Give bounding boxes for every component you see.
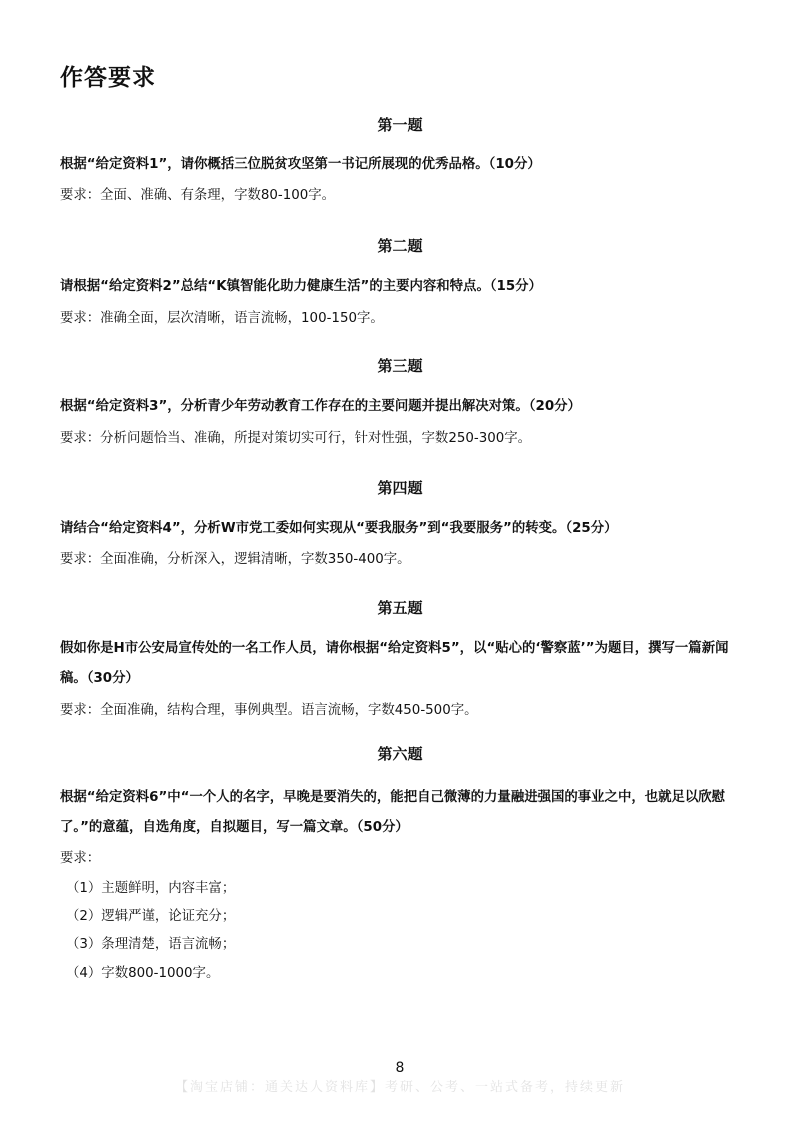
question-5-text: 假如你是H市公安局宣传处的一名工作人员，请你根据“给定资料5”，以“贴心的‘警察蓝’”为题目，撰写一篇新闻稿。（30分） [60,641,729,686]
question-1-heading: 第一题 [377,116,423,134]
question-2-heading: 第二题 [377,237,423,255]
question-3-text: 根据“给定资料3”，分析青少年劳动教育工作存在的主要问题并提出解决对策。（20分） [60,399,581,414]
question-6-sub-requirement-3: （3）条理清楚，语言流畅； [66,937,236,952]
question-2-requirement: 要求：准确全面，层次清晰，语言流畅，100-150字。 [60,311,384,326]
question-1-requirement: 要求：全面、准确、有条理，字数80-100字。 [60,188,336,203]
question-6-sub-requirement-1: （1）主题鲜明，内容丰富； [66,881,236,896]
question-6-text: 根据“给定资料6”中“一个人的名字，早晚是要消失的，能把自己微薄的力量融进强国的事业之中，也就足以欣慰了。”的意蕴，自选角度，自拟题目，写一篇文章。（50分） [60,790,726,835]
question-3-requirement: 要求：分析问题恰当、准确，所提对策切实可行，针对性强，字数250-300字。 [60,431,532,446]
question-3-heading: 第三题 [377,357,423,375]
question-6-sub-requirement-2: （2）逻辑严谨，论证充分； [66,909,236,924]
question-4-heading: 第四题 [377,479,423,497]
question-5-heading: 第五题 [377,599,423,617]
question-4-requirement: 要求：全面准确，分析深入，逻辑清晰，字数350-400字。 [60,552,411,567]
question-6-requirement: 要求： [60,851,101,866]
page-number: 8 [395,1060,405,1076]
page-title: 作答要求 [60,65,156,91]
question-2-text: 请根据“给定资料2”总结“K镇智能化助力健康生活”的主要内容和特点。（15分） [60,279,542,294]
question-6-sub-requirement-4: （4）字数800-1000字。 [66,966,220,981]
question-6-heading: 第六题 [377,745,423,763]
question-4-text: 请结合“给定资料4”，分析W市党工委如何实现从“要我服务”到“我要服务”的转变。（25分） [60,521,618,536]
watermark-text: 【淘宝店铺：通关达人资料库】考研、公考、一站式备考，持续更新 [174,1080,625,1095]
question-5-requirement: 要求：全面准确，结构合理，事例典型。语言流畅，字数450-500字。 [60,703,478,718]
question-1-text: 根据“给定资料1”，请你概括三位脱贫攻坚第一书记所展现的优秀品格。（10分） [60,157,541,172]
